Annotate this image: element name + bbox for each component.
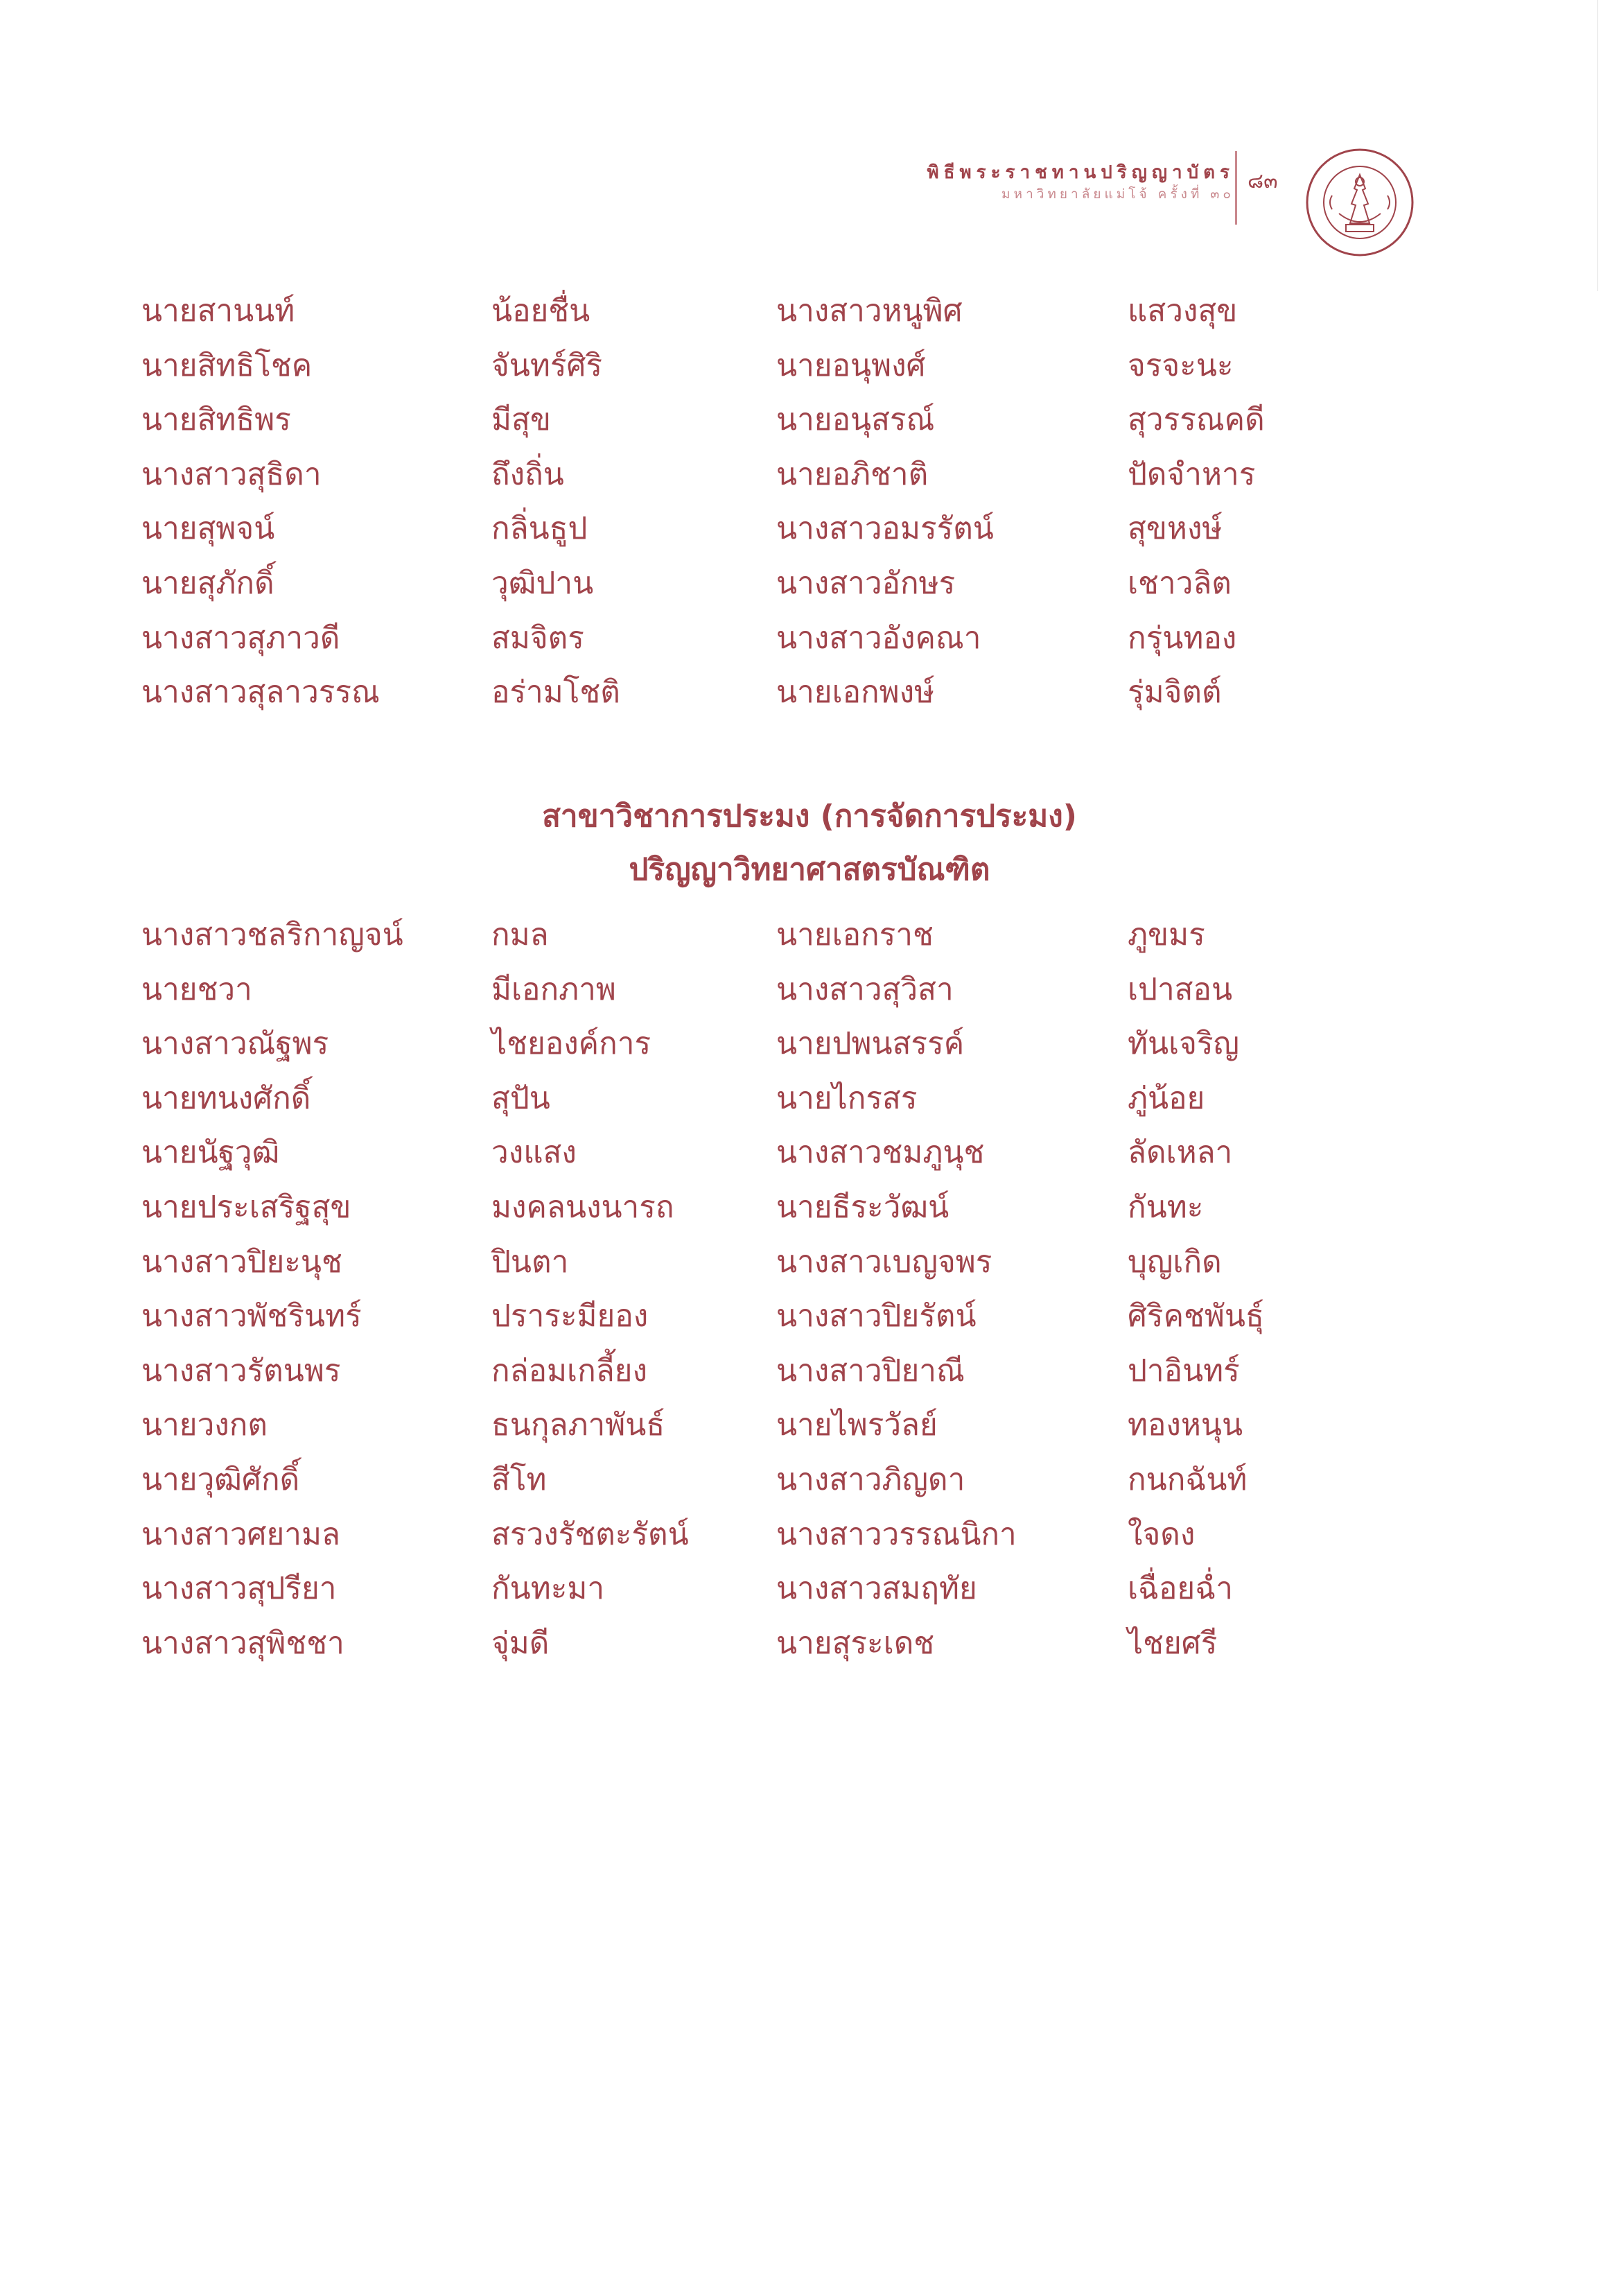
graduate-first-name: นายชวา <box>141 971 252 1007</box>
graduate-first-name: นางสาวปิยาณี <box>776 1353 965 1389</box>
page-edge <box>1597 0 1598 291</box>
table-row <box>141 1126 1320 1181</box>
graduate-last-name: อร่ามโชติ <box>491 675 620 711</box>
graduate-last-name: สมจิตร <box>491 620 584 656</box>
graduate-first-name: นายวงกต <box>141 1407 268 1443</box>
graduate-first-name: นายวุฒิศักดิ์ <box>141 1461 300 1497</box>
section-title-major: สาขาวิชาการประมง (การจัดการประมง) <box>542 799 1077 834</box>
table-row <box>141 611 1320 666</box>
graduate-last-name: มีเอกภาพ <box>491 971 616 1007</box>
graduate-first-name: นางสาวปิยรัตน์ <box>776 1298 977 1334</box>
graduate-first-name: นายนัฐวุฒิ <box>141 1135 280 1171</box>
graduate-first-name: นายสิทธิพร <box>141 402 291 438</box>
section-title-degree: ปริญญาวิทยาศาสตรบัณฑิต <box>629 852 990 887</box>
table-row <box>141 393 1320 448</box>
page-number: ๘๓ <box>1248 169 1278 193</box>
graduate-first-name: นางสาวภิญดา <box>776 1461 965 1497</box>
graduate-first-name: นายทนงศักดิ์ <box>141 1080 311 1116</box>
graduate-first-name: นายอภิชาติ <box>776 456 929 492</box>
graduate-first-name: นางสาวสุพิชชา <box>141 1625 344 1661</box>
graduate-first-name: นางสาวสุธิดา <box>141 456 322 492</box>
graduate-last-name: กล่อมเกลี้ยง <box>491 1353 647 1389</box>
table-row <box>141 1398 1320 1453</box>
graduate-first-name: นางสาวสุปรียา <box>141 1571 337 1607</box>
graduate-last-name: สุวรรณคดี <box>1128 402 1265 438</box>
graduate-last-name: ปินตา <box>491 1244 569 1280</box>
graduate-first-name: นายสุระเดช <box>776 1625 935 1661</box>
graduate-first-name: นางสาวสุลาวรรณ <box>141 675 380 711</box>
graduate-last-name: จุ่มดี <box>491 1625 550 1661</box>
graduate-first-name: นายประเสริฐสุข <box>141 1189 351 1225</box>
graduate-last-name: บุญเกิด <box>1128 1244 1222 1280</box>
graduate-name-table-1 <box>141 284 1320 720</box>
table-row <box>141 1235 1320 1290</box>
graduate-first-name: นางสาวชมภูนุช <box>776 1135 985 1171</box>
graduate-first-name: นายสุภักดิ์ <box>141 565 274 601</box>
header-divider <box>1235 151 1237 225</box>
graduate-last-name: เชาวลิต <box>1128 565 1232 601</box>
graduate-first-name: นางสาวอมรรัตน์ <box>776 511 994 547</box>
graduate-last-name: ทองหนุน <box>1128 1407 1243 1443</box>
table-row <box>141 963 1320 1018</box>
graduate-first-name: นางสาวอังคณา <box>776 620 981 656</box>
graduate-last-name: มงคลนงนารถ <box>491 1189 674 1225</box>
graduate-last-name: ไชยองค์การ <box>491 1026 651 1062</box>
graduate-first-name: นายไกรสร <box>776 1080 918 1116</box>
graduate-first-name: นางสาวปิยะนุช <box>141 1244 342 1280</box>
table-row <box>141 1181 1320 1235</box>
graduate-first-name: นางสาวสุวิสา <box>776 971 954 1007</box>
graduate-last-name: สรวงรัชตะรัตน์ <box>491 1516 689 1552</box>
graduate-first-name: นายอนุพงศ์ <box>776 347 926 383</box>
graduate-last-name: วุฒิปาน <box>491 565 594 601</box>
table-row <box>141 666 1320 720</box>
graduate-last-name: สุปัน <box>491 1080 550 1116</box>
graduate-first-name: นางสาวสมฤทัย <box>776 1571 977 1607</box>
graduate-first-name: นายสานนท์ <box>141 293 295 329</box>
graduate-last-name: ถึงถิ่น <box>491 456 564 492</box>
graduate-first-name: นางสาวอักษร <box>776 565 956 601</box>
table-row <box>141 1617 1320 1671</box>
graduate-last-name: สีโท <box>491 1461 547 1497</box>
graduate-last-name: สุขหงษ์ <box>1128 511 1223 547</box>
graduate-first-name: นายเอกราช <box>776 917 934 953</box>
graduate-last-name: เฉื่อยฉ่ำ <box>1128 1571 1233 1607</box>
table-row <box>141 284 1320 339</box>
graduate-first-name: นางสาวสุภาวดี <box>141 620 340 656</box>
graduate-last-name: กันทะมา <box>491 1571 605 1607</box>
page-header <box>927 161 1234 204</box>
table-row <box>141 339 1320 394</box>
table-row <box>141 502 1320 557</box>
graduate-last-name: ธนกุลภาพันธ์ <box>491 1407 665 1443</box>
graduate-first-name: นายสิทธิโชค <box>141 347 313 383</box>
graduate-last-name: กลิ่นธูป <box>491 511 588 547</box>
graduate-last-name: กนกฉันท์ <box>1128 1461 1248 1497</box>
graduate-first-name: นางสาวหนูพิศ <box>776 293 963 329</box>
table-row <box>141 557 1320 611</box>
graduate-last-name: รุ่มจิตต์ <box>1128 675 1222 711</box>
graduate-first-name: นายไพรวัลย์ <box>776 1407 938 1443</box>
graduate-first-name: นางสาวพัชรินทร์ <box>141 1298 362 1334</box>
table-row <box>141 1344 1320 1399</box>
graduate-first-name: นางสาวรัตนพร <box>141 1353 341 1389</box>
graduate-first-name: นายปพนสรรค์ <box>776 1026 965 1062</box>
graduate-last-name: ปัดจำหาร <box>1128 456 1256 492</box>
table-row <box>141 1562 1320 1617</box>
graduate-last-name: วงแสง <box>491 1135 577 1171</box>
graduate-last-name: กมล <box>491 917 549 953</box>
graduate-last-name: แสวงสุข <box>1128 293 1238 329</box>
graduate-last-name: จรจะนะ <box>1128 347 1234 383</box>
graduate-first-name: นางสาวเบญจพร <box>776 1244 992 1280</box>
graduate-first-name: นางสาวณัฐพร <box>141 1026 329 1062</box>
table-row <box>141 1289 1320 1344</box>
ceremony-title: พิธีพระราชทานปริญญาบัตร <box>927 162 1234 183</box>
table-row <box>141 1017 1320 1072</box>
ceremony-subtitle: มหาวิทยาลัยแม่โจ้ ครั้งที่ ๓๐ <box>1001 186 1234 202</box>
graduate-last-name: กันทะ <box>1128 1189 1204 1225</box>
graduate-first-name: นายอนุสรณ์ <box>776 402 935 438</box>
graduate-first-name: นายธีระวัฒน์ <box>776 1189 949 1225</box>
graduate-first-name: นางสาวศยามล <box>141 1516 340 1552</box>
graduate-last-name: ปราระมียอง <box>491 1298 649 1334</box>
graduate-first-name: นายเอกพงษ์ <box>776 675 935 711</box>
graduate-last-name: ใจดง <box>1128 1516 1196 1552</box>
graduate-last-name: เปาสอน <box>1128 971 1233 1007</box>
graduate-last-name: น้อยชื่น <box>491 293 590 329</box>
graduate-last-name: ทันเจริญ <box>1128 1026 1240 1062</box>
graduate-last-name: จันทร์ศิริ <box>491 347 603 383</box>
graduate-last-name: ลัดเหลา <box>1128 1135 1233 1171</box>
university-seal-icon <box>1304 147 1415 258</box>
graduate-last-name: ภูขมร <box>1128 917 1205 953</box>
graduate-last-name: ศิริคชพันธุ์ <box>1128 1298 1264 1334</box>
graduate-last-name: มีสุข <box>491 402 551 438</box>
graduate-first-name: นางสาวชลริกาญจน์ <box>141 917 403 953</box>
table-row <box>141 1072 1320 1127</box>
graduate-last-name: ไชยศรี <box>1128 1625 1218 1661</box>
graduate-first-name: นายสุพจน์ <box>141 511 275 547</box>
table-row <box>141 908 1320 963</box>
graduate-last-name: ปาอินทร์ <box>1128 1353 1240 1389</box>
graduate-first-name: นางสาววรรณนิกา <box>776 1516 1017 1552</box>
graduate-last-name: ภู่น้อย <box>1128 1080 1205 1116</box>
table-row <box>141 448 1320 503</box>
table-row <box>141 1508 1320 1563</box>
graduate-name-table-2 <box>141 908 1320 1671</box>
graduate-last-name: กรุ่นทอง <box>1128 620 1237 656</box>
table-row <box>141 1453 1320 1508</box>
